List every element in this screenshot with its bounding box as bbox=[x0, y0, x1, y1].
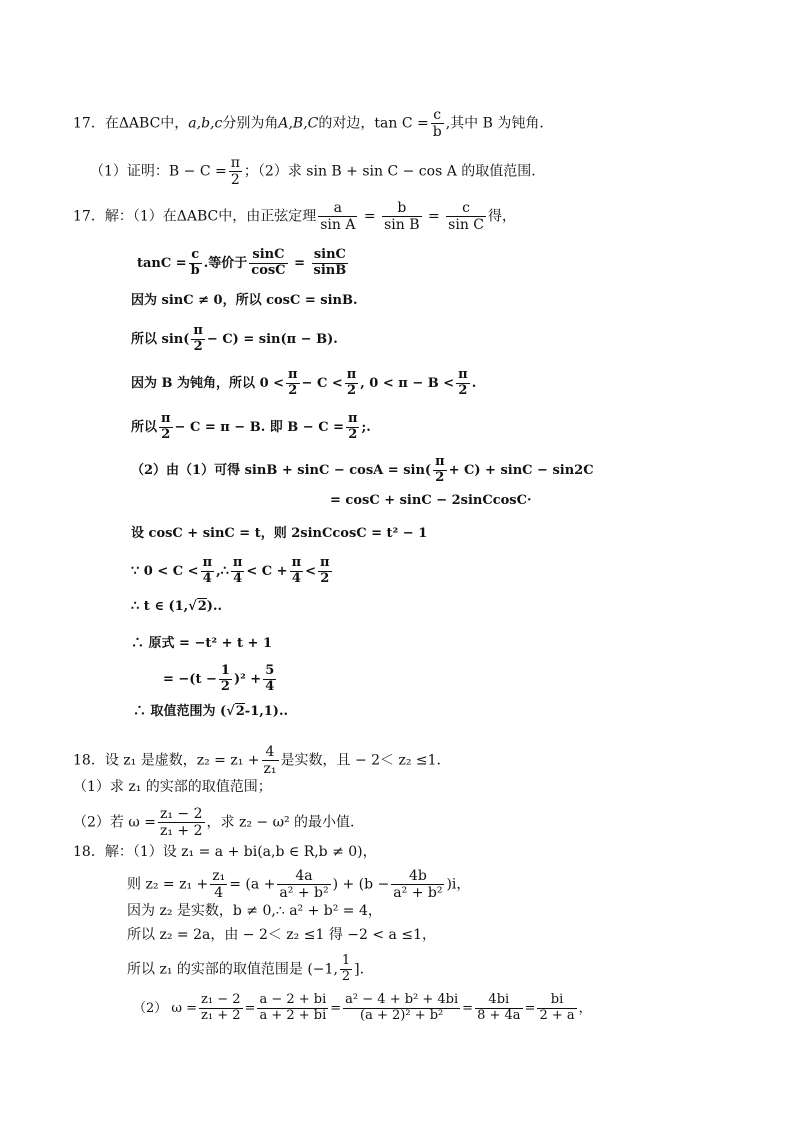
text: 所以 z₁ 的实部的取值范围是 (−1, bbox=[127, 961, 338, 978]
text: tanC = bbox=[137, 255, 187, 271]
text: ).. bbox=[206, 599, 222, 614]
text: − C < bbox=[301, 375, 343, 391]
numerator: c bbox=[189, 248, 202, 264]
fraction bbox=[249, 248, 287, 279]
text: = (a + bbox=[229, 876, 276, 893]
text: 因为 B 为钝角，所以 0 < bbox=[131, 375, 285, 391]
numerator: c bbox=[446, 200, 486, 217]
denominator: 4 bbox=[265, 678, 275, 694]
text: 分别为角 bbox=[222, 115, 279, 132]
text: + C) + sinC − sin2C bbox=[448, 462, 594, 478]
fraction bbox=[382, 200, 421, 233]
fraction bbox=[456, 368, 470, 399]
text: = bbox=[462, 1000, 474, 1016]
text: )i， bbox=[446, 876, 471, 893]
solution-17-intro: 17．解：（1）在ΔABC中，由正弦定理 $\frac{a}{\text{sin A}}$ = $\frac{b}{\text{sin B}}$ = $\frac{c}{\text{sin C}}$ 得， bbox=[73, 200, 516, 234]
fraction bbox=[229, 155, 242, 188]
fraction bbox=[433, 455, 447, 486]
denominator: 8 + 4a bbox=[477, 1007, 521, 1023]
solution-18-line: 18．解：（1）设 z₁ = a + bi(a,b ∈ R,b ≠ 0)， bbox=[73, 844, 377, 860]
numerator: 4a bbox=[277, 868, 330, 885]
text: ;. bbox=[361, 419, 371, 435]
text: < bbox=[305, 563, 316, 579]
denominator: 4 bbox=[233, 570, 243, 586]
numerator: π bbox=[202, 555, 213, 570]
text: ∵ 0 < C < bbox=[131, 563, 199, 579]
solution-18-line: 因为 z₂ 是实数，b ≠ 0,∴ a² + b² = 4， bbox=[127, 903, 382, 919]
text: （2） ω = bbox=[133, 1000, 198, 1016]
text: ]. bbox=[354, 961, 365, 978]
fraction bbox=[312, 248, 349, 279]
denominator: z₁ bbox=[263, 761, 277, 778]
text: ) + (b − bbox=[332, 876, 390, 893]
fraction bbox=[446, 200, 486, 233]
text: ∴ 取值范围为 ( bbox=[133, 704, 227, 719]
text: ；（2）求 sin B + sin C − cos A 的取值范围． bbox=[243, 163, 546, 180]
numerator: π bbox=[193, 323, 203, 338]
text: 18．设 z₁ 是虚数，z₂ = z₁ + bbox=[73, 752, 260, 769]
solution-18-line bbox=[133, 993, 592, 1024]
fraction bbox=[262, 744, 279, 777]
denominator: a² + b² bbox=[279, 885, 329, 902]
text: ,∴ bbox=[216, 563, 229, 579]
numerator: z₁ − 2 bbox=[159, 806, 203, 822]
denominator: 2 bbox=[230, 172, 240, 189]
numerator: a² − 4 + b² + 4bi bbox=[345, 992, 459, 1007]
solution-line: ∴ 取值范围为 (√2-1,1).. bbox=[133, 704, 289, 719]
denominator: 4 bbox=[214, 885, 224, 902]
numerator: c bbox=[431, 107, 444, 124]
denominator: b bbox=[190, 262, 200, 278]
fraction bbox=[158, 806, 205, 839]
text: ， bbox=[578, 1000, 592, 1016]
text: )² + bbox=[233, 671, 262, 687]
solution-18-line bbox=[127, 954, 364, 985]
problem-18-statement bbox=[73, 744, 451, 777]
text: = bbox=[244, 1000, 256, 1016]
numerator: 5 bbox=[265, 663, 275, 678]
fraction bbox=[263, 664, 276, 695]
numerator: 4 bbox=[262, 744, 279, 761]
numerator: 1 bbox=[341, 953, 351, 968]
numerator: π bbox=[161, 411, 171, 426]
fraction bbox=[210, 868, 227, 901]
solution-line bbox=[131, 455, 594, 486]
numerator: z₁ bbox=[212, 868, 226, 884]
numerator: bi bbox=[537, 993, 576, 1009]
problem-17-parts bbox=[90, 155, 545, 188]
denominator: 2 bbox=[288, 382, 298, 398]
fraction bbox=[537, 993, 576, 1024]
text: 的对边，tan C = bbox=[318, 115, 429, 132]
numerator: sinC bbox=[312, 248, 349, 264]
denominator: a + 2 + bi bbox=[259, 1007, 327, 1023]
text: （2）若 ω = bbox=[73, 814, 156, 831]
problem-18-part-2 bbox=[73, 806, 364, 839]
fraction bbox=[346, 412, 360, 443]
numerator: a bbox=[318, 200, 357, 217]
text: （1）证明：B − C = bbox=[90, 163, 227, 180]
numerator: π bbox=[435, 454, 445, 469]
solution-line bbox=[163, 664, 278, 695]
fraction bbox=[475, 993, 522, 1024]
text: ，求 z₂ − ω² 的最小值． bbox=[206, 814, 365, 831]
fraction bbox=[201, 556, 215, 587]
fraction bbox=[189, 248, 202, 279]
problem-18-part-1: （1）求 z₁ 的实部的取值范围； bbox=[73, 779, 272, 795]
solution-line bbox=[131, 556, 334, 587]
text: 所以 sin( bbox=[131, 331, 190, 347]
text: （2）由（1）可得 sinB + sinC − cosA = sin( bbox=[131, 462, 432, 478]
denominator: 2 bbox=[193, 338, 203, 354]
text: 所以 bbox=[131, 419, 158, 435]
text: 得， bbox=[488, 208, 516, 225]
fraction bbox=[431, 107, 444, 140]
solution-line: = cosC + sinC − 2sinCcosC· bbox=[330, 493, 532, 508]
solution-line: 设 cosC + sinC = t，则 2sinCcosC = t² − 1 bbox=[131, 526, 428, 541]
text: ,其中 B 为钝角． bbox=[445, 115, 554, 132]
fraction bbox=[257, 993, 328, 1024]
denominator: z₁ + 2 bbox=[201, 1007, 241, 1023]
text: = −(t − bbox=[163, 671, 217, 687]
fraction bbox=[199, 993, 243, 1024]
fraction bbox=[340, 954, 352, 985]
text: = bbox=[330, 1000, 342, 1016]
numerator: π bbox=[232, 555, 243, 570]
denominator: z₁ + 2 bbox=[159, 823, 203, 840]
text: < C + bbox=[246, 563, 288, 579]
text: A,B,C bbox=[278, 115, 319, 132]
denominator: 4 bbox=[291, 570, 301, 586]
solution-line: 因为 sinC ≠ 0，所以 cosC = sinB. bbox=[131, 293, 358, 308]
fraction bbox=[219, 664, 232, 695]
text: 17．在ΔABC中， bbox=[73, 115, 189, 132]
denominator: 2 bbox=[435, 469, 445, 485]
solution-18-line: 所以 z₂ = 2a，由 − 2＜ z₂ ≤1 得 −2 < a ≤1， bbox=[127, 927, 436, 943]
denominator: (a + 2)² + b² bbox=[360, 1007, 444, 1023]
denominator: sin C bbox=[448, 217, 484, 234]
numerator: z₁ − 2 bbox=[201, 992, 241, 1007]
numerator: π bbox=[346, 367, 357, 382]
denominator: b bbox=[432, 124, 442, 141]
denominator: 2 bbox=[320, 570, 330, 586]
denominator: 2 bbox=[458, 382, 468, 398]
fraction bbox=[391, 868, 444, 901]
denominator: 2 + a bbox=[539, 1007, 575, 1023]
denominator: cosC bbox=[251, 262, 286, 278]
fraction bbox=[318, 556, 332, 587]
denominator: 4 bbox=[202, 570, 212, 586]
solution-18-line bbox=[127, 868, 470, 901]
denominator: 2 bbox=[346, 382, 357, 398]
solution-line: tanC = $\frac{c}{b}$ .等价于 $\frac{\sin C}{\cos C}$ = $\frac{\sin C}{\sin B}$ bbox=[137, 247, 347, 278]
text: a,b,c bbox=[188, 115, 223, 132]
fraction bbox=[343, 993, 460, 1024]
text: = bbox=[524, 1000, 536, 1016]
numerator: 1 bbox=[220, 663, 230, 678]
fraction bbox=[159, 412, 173, 443]
text: − C) = sin(π − B). bbox=[206, 331, 338, 347]
text: , 0 < π − B < bbox=[360, 375, 455, 391]
text: . bbox=[471, 375, 477, 391]
solution-line bbox=[131, 412, 371, 443]
denominator: a² + b² bbox=[393, 885, 443, 902]
text: -1,1).. bbox=[244, 704, 289, 719]
fraction bbox=[191, 324, 205, 355]
numerator: 4b bbox=[391, 868, 444, 885]
solution-line bbox=[131, 368, 476, 399]
denominator: sin A bbox=[320, 217, 356, 234]
text: 是实数，且 − 2＜ z₂ ≤1． bbox=[280, 752, 451, 769]
text: .等价于 bbox=[203, 255, 248, 271]
text: 17．解：（1）在ΔABC中，由正弦定理 bbox=[73, 208, 317, 225]
numerator: π bbox=[288, 367, 298, 382]
sqrt-radicand: 2 bbox=[235, 704, 245, 719]
numerator: π bbox=[458, 367, 468, 382]
solution-line: ∴ 原式 = −t² + t + 1 bbox=[131, 636, 273, 651]
fraction bbox=[231, 556, 245, 587]
solution-line bbox=[131, 324, 338, 355]
sqrt-radicand: 2 bbox=[197, 599, 207, 614]
denominator: sin B bbox=[384, 217, 420, 234]
numerator: sinC bbox=[249, 248, 287, 264]
numerator: π bbox=[291, 555, 302, 570]
fraction bbox=[277, 868, 330, 901]
fraction bbox=[345, 368, 359, 399]
fraction bbox=[318, 200, 357, 233]
text: 则 z₂ = z₁ + bbox=[127, 876, 209, 893]
problem-17-statement bbox=[73, 107, 553, 140]
denominator: 2 bbox=[220, 678, 230, 694]
solution-line: ∴ t ∈ (1,√2).. bbox=[131, 599, 222, 614]
numerator: π bbox=[320, 555, 330, 570]
numerator: a − 2 + bi bbox=[259, 992, 327, 1007]
denominator: 2 bbox=[161, 426, 171, 442]
text: − C = π − B. 即 B − C = bbox=[174, 419, 344, 435]
fraction bbox=[290, 556, 304, 587]
numerator: π bbox=[230, 155, 240, 171]
numerator: b bbox=[382, 200, 421, 217]
numerator: π bbox=[347, 411, 358, 426]
fraction bbox=[286, 368, 300, 399]
denominator: sinB bbox=[313, 262, 347, 278]
denominator: 2 bbox=[348, 426, 358, 442]
text: ∴ t ∈ (1, bbox=[131, 599, 189, 614]
denominator: 2 bbox=[341, 968, 351, 984]
numerator: 4bi bbox=[475, 993, 522, 1009]
